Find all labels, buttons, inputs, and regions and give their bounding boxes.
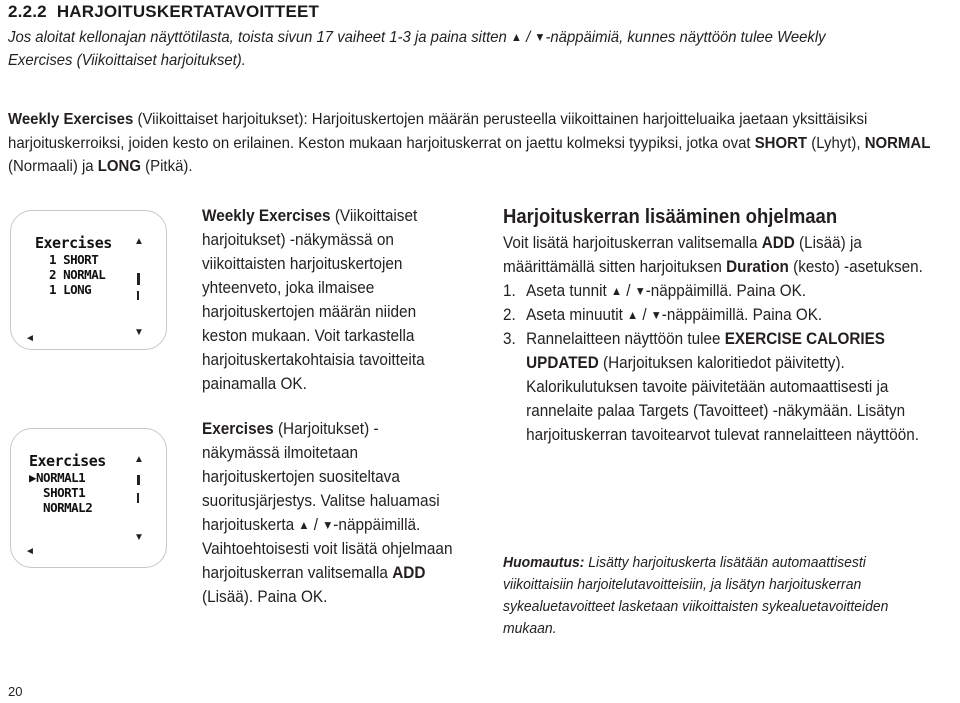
- step-text: Aseta tunnit: [526, 282, 611, 300]
- right-column: [503, 204, 956, 447]
- lcd-row: 1 SHORT: [35, 252, 99, 267]
- down-arrow-icon: ▼: [634, 284, 646, 298]
- step-text: -näppäimillä. Paina OK.: [661, 306, 823, 324]
- lcd-row: ▶NORMAL1: [29, 470, 86, 485]
- slash: /: [621, 282, 635, 300]
- down-arrow-icon: ▼: [322, 518, 334, 532]
- term-weekly-exercises: Weekly Exercises: [8, 111, 134, 128]
- note-text: Lisätty harjoituskerta lisätään automaattisesti viikoittaisiin harjoitelutavoitteisiin, ja lisätyn harjoituskerran sykealuetavoitteet lasketaan viikoittaisten sykealuetavoitteiden mukaan.: [503, 554, 889, 637]
- step-text: Aseta minuutit: [526, 306, 628, 324]
- up-arrow-icon: ▲: [610, 284, 622, 298]
- back-button-icon: ◄: [25, 333, 35, 344]
- section-title: HARJOITUSKERTATAVOITTEET: [56, 2, 320, 21]
- lead-text-3: (kesto) -asetuksen.: [788, 258, 923, 276]
- step-text: -näppäimillä. Paina OK.: [645, 282, 807, 300]
- section-number: 2.2.2: [8, 2, 47, 21]
- para-text-1: (Viikoittaiset harjoitukset): Harjoituskertojen määrän perusteella viikoittainen harjoitteluaika jaetaan yksittäisiksi harjoituskerroiksi, joiden kesto on erilainen. Keston mukaan harjoituskerrat on jaettu kolmeksi tyypiksi, jotka ovat: [8, 111, 868, 152]
- lcd-row: SHORT1: [29, 485, 86, 500]
- para-text-4: (Pitkä).: [140, 158, 193, 175]
- up-button-icon: ▲: [134, 236, 144, 247]
- down-button-icon: ▼: [134, 327, 144, 338]
- middle-column: [202, 204, 453, 609]
- scroll-indicator-bottom: [137, 493, 139, 503]
- note-label: Huomautus:: [503, 554, 585, 571]
- lead-text-1: Voit lisätä harjoituskerran valitsemalla: [503, 234, 762, 252]
- note: [503, 552, 940, 640]
- scroll-indicator-bottom: [137, 291, 139, 300]
- step-text: (Harjoituksen kaloritiedot päivitetty). Kalorikulutuksen tavoite päivitetään automaattisesti ja rannelaite palaa Targets (Tavoitteet) -näkymään. Lisätyn harjoituskerran tavoitearvot tulevat rannelaitteen näyttöön.: [526, 354, 919, 444]
- slash: /: [521, 29, 535, 46]
- term-short: SHORT: [754, 134, 808, 152]
- page-number: 20: [8, 684, 23, 699]
- lcd-title: Exercises: [35, 234, 112, 252]
- step-item: [503, 303, 956, 327]
- step-text: Rannelaitteen näyttöön tulee: [526, 330, 725, 348]
- steps-list: [503, 279, 956, 447]
- step-item: [503, 327, 956, 447]
- slash: /: [638, 306, 651, 324]
- down-arrow-icon: ▼: [650, 308, 662, 322]
- weekly-exercises-paragraph: [8, 108, 934, 179]
- mid-text-3: -näppäimillä. Vaihtoehtoisesti voit lisätä ohjelmaan harjoituskerran valitsemalla: [202, 516, 453, 582]
- down-arrow-icon: ▼: [534, 30, 546, 44]
- lcd-row: 2 NORMAL: [35, 267, 106, 282]
- para-text-3: (Normaali) ja: [8, 158, 98, 175]
- scroll-indicator: [137, 475, 140, 485]
- lcd-row: NORMAL2: [29, 500, 93, 515]
- up-arrow-icon: ▲: [298, 518, 310, 532]
- add-exercise-lead: [503, 231, 956, 279]
- back-button-icon: ◄: [25, 546, 35, 557]
- term-add: ADD: [392, 564, 426, 582]
- lcd-title: Exercises: [29, 452, 106, 470]
- up-arrow-icon: ▲: [510, 30, 522, 44]
- intro-text: [8, 26, 888, 72]
- down-button-icon: ▼: [134, 532, 144, 543]
- mid-text-2: (Harjoitukset) -näkymässä ilmoitetaan harjoituskertojen suositeltava suoritusjärjestys. Valitse haluamasi harjoituskerta: [202, 420, 440, 534]
- scroll-indicator: [137, 273, 140, 285]
- step-number: 1.: [503, 282, 516, 300]
- watch-lcd: [35, 236, 145, 297]
- weekly-view-paragraph: [202, 204, 453, 396]
- up-arrow-icon: ▲: [627, 308, 639, 322]
- step-number: 3.: [503, 330, 516, 348]
- term-add: ADD: [761, 234, 795, 252]
- lead-text-2: (Lisää) ja määrittämällä sitten harjoituksen: [503, 234, 862, 276]
- intro-text-a: Jos aloitat kellonajan näyttötilasta, toista sivun 17 vaiheet 1-3 ja paina sitten: [8, 29, 507, 46]
- term-exercises: Exercises: [202, 420, 274, 438]
- watch-lcd: [29, 454, 139, 515]
- mid-text-1: (Viikoittaiset harjoitukset) -näkymässä on viikoittaisten harjoituskertojen yhteenveto, joka ilmaisee harjoituskertojen määrän niiden keston mukaan. Voit tarkastella harjoituskertakohtaisia tavoitteita painamalla OK.: [202, 207, 425, 393]
- watch-display-exercises: [10, 428, 167, 568]
- intro-text-b: -näppäimiä, kunnes näyttöön tulee Weekly Exercises (Viikoittaiset harjoitukset).: [8, 29, 826, 69]
- term-weekly-exercises: Weekly Exercises: [202, 207, 331, 225]
- exercises-view-paragraph: [202, 417, 453, 609]
- term-long: LONG: [97, 158, 141, 175]
- term-exercise-calories-updated: EXERCISE CALORIES UPDATED: [526, 330, 885, 372]
- para-text-2: (Lyhyt),: [807, 134, 865, 152]
- up-button-icon: ▲: [134, 454, 144, 465]
- section-heading: [8, 2, 319, 22]
- term-normal: NORMAL: [864, 134, 931, 152]
- slash: /: [309, 516, 323, 534]
- step-number: 2.: [503, 306, 516, 324]
- watch-display-weekly: [10, 210, 167, 350]
- add-exercise-heading: Harjoituskerran lisääminen ohjelmaan: [503, 206, 838, 228]
- term-duration: Duration: [726, 258, 789, 276]
- mid-text-4: (Lisää). Paina OK.: [202, 588, 328, 606]
- lcd-row: 1 LONG: [35, 282, 92, 297]
- step-item: [503, 279, 956, 303]
